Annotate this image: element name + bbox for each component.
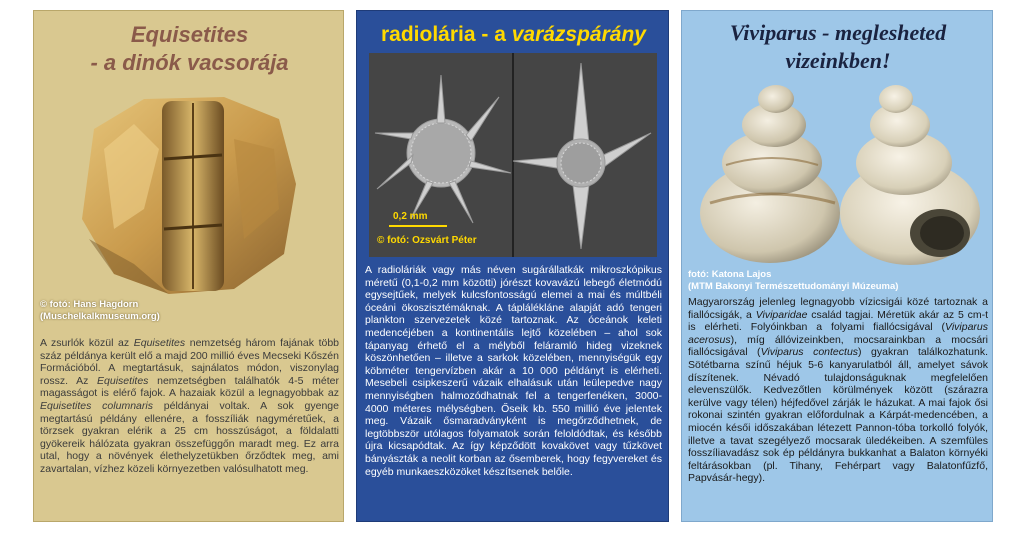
scale-bar [389, 225, 447, 227]
title-line-1: Equisetites [130, 22, 249, 47]
panel-viviparus [681, 10, 993, 522]
panel-text: Magyarország jelenleg legnagyobb vízicsigái közé tartoznak a fiallócsigák, a Viviparidae család tagjai. Méretük akár az 5 cm-t is elérheti. Folyóinkban a folyami fiallócsigával (Viviparus acerosus), míg állóvizeinkben, mocsarainkban a mocsári fiallócsigával (Viviparus contectus) gyakran találkozhatunk. Sötétbarna színű héjuk 5-6 kanyarulatból áll, amelyet sávok díszítenek. Névadó tulajdonságuknak megfelelően elevenszülők. Kedvezőtlen körülmények között (szárazra kerülve vagy télen) héjfedővel zárják le házukat. A mai fajok ősi rokonai szintén gyakran előfordulnak a Kárpát-medencében, a miocén késői időszakában létezett Pannon-tóba torkolló folyók, illetve a tavat szegélyező mocsarak üledékeiben. A szemfüles fosszíliavadász sok ép példányra bukkanhat a Balaton környéki feltárásokban (pl. Tihany, Fehérpart vagy Balatonfűzfő, Papvásár-hegy). [688, 296, 988, 485]
photo-credit-line-1: fotó: Katona Lajos [688, 269, 772, 280]
panel-radiolaria [356, 10, 669, 522]
shell-right [840, 85, 980, 265]
photo-credit [40, 299, 160, 323]
panel-title [357, 21, 669, 49]
title-italic: varázspárány [511, 23, 646, 46]
panel-title [34, 21, 344, 77]
shell-left [700, 85, 840, 263]
photo-credit: © fotó: Ozsvárt Péter [377, 235, 477, 246]
photo-credit-line-1: © fotó: Hans Hagdorn [40, 299, 139, 310]
photo-credit-line-2: (Muschelkalkmuseum.org) [40, 311, 160, 322]
title-line-1: Viviparus - meglesheted [729, 20, 947, 45]
panel-equisetites [33, 10, 344, 522]
equisetites-fossil-photo [74, 89, 299, 299]
viviparus-shell-photo [690, 73, 986, 269]
panel-text: A radioláriák vagy más néven sugárállatkák mikroszkópikus méretű (0,1-0,2 mm közötti) jórészt kovavázú lebegő életmódú egysejtűek, melyek kulcsfontosságú elemei a mai és múltbéli óceáni ökoszisztémáknak. A táplálékláne alapját adó tengeri plankton szervezetek közé tartoznak. Az óceánok keleti medencéjében a kontinentális lejtő közelében – ahol sok tápanyag érhető el a mélyből feláramló hideg vizeknek köszönhetően – illetve a sarkok közelében, mennyiségük egy köbméter tengervízben akár a 10 000 példányt is elérheti. Mesebeli csipkeszerű vázaik elhalásuk után leülepedve nagy mennyiségben halmozódhatnak fel a tengerfenéken, 3000-4000 méteres mélységben. Őseik kb. 550 millió éve jelentek meg. Vázaik ősmaradványként is megőrződhetnek, de legtöbbször utólagos folyamatok során feloldódtak, és később újra kicsapódtak. Az így képződött kovakövet vagy tűzkövet bányászták a neolit korban az ősemberek, hogy fegyvereket és egyéb munkaeszközöket készítsenek belőle. [365, 264, 662, 478]
panel-text: A zsurlók közül az Equisetites nemzetség három fajának több száz példánya került elő a majd 200 millió éves Mecseki Kőszén Formációból. A megtartásuk, sajnálatos módon, viszonylag rossz. Az Equisetites nemzetségben találhatók 4-5 méter magasságot is elérő fajok. A hazaiak közül a legnagyobbak az Equisetites columnaris példányai voltak. A sok gyenge megtartású példány ellenére, a fosszíliák nagyméretűek, a törzsek gyakran elérik a 25 cm hosszúságot, a földalatti gyökereik hálózata gyakran összefüggőn maradt meg. Ez arra utal, hogy a növények élethelyzetükben őrződtek meg, ami zavartalan, vízhez közeli környezetben valósulhatott meg. [40, 337, 340, 475]
photo-credit [688, 269, 898, 293]
photo-credit-line-2: (MTM Bakonyi Természettudományi Múzeuma) [688, 281, 899, 292]
scale-label: 0,2 mm [393, 211, 428, 222]
title-plain: radiolária - a [381, 23, 512, 46]
title-line-2: vizeinkben! [785, 48, 891, 73]
title-line-2: - a dinók vacsorája [90, 50, 289, 75]
panel-title [682, 19, 993, 75]
